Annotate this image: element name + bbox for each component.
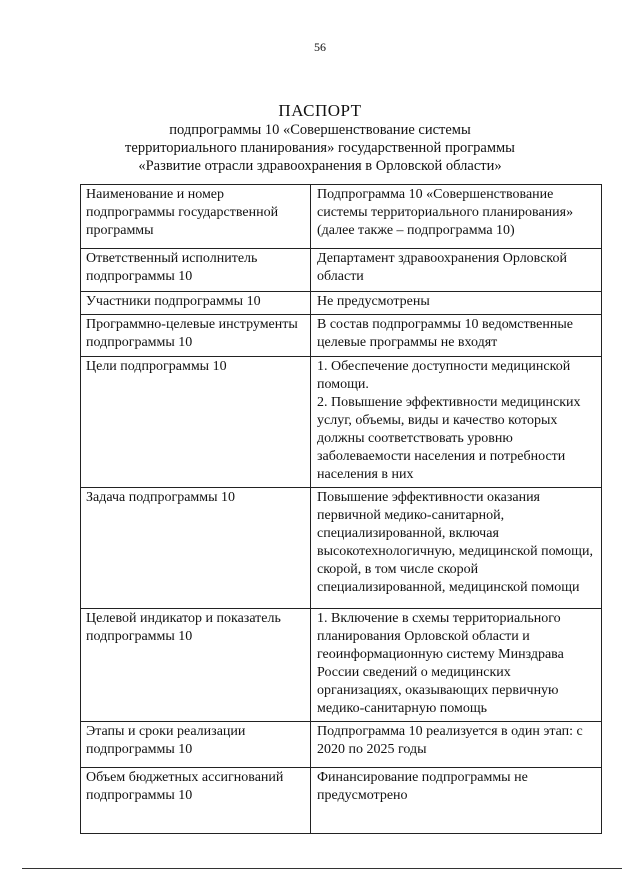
row-value: В состав подпрограммы 10 ведомственные целевые программы не входят [311, 315, 602, 357]
passport-table [80, 184, 602, 834]
row-label: Программно-целевые инструменты подпрограммы 10 [81, 315, 311, 357]
heading-line-3: «Развитие отрасли здравоохранения в Орловской области» [138, 158, 502, 174]
document-heading [0, 100, 640, 175]
row-value: Подпрограмма 10 «Совершенствование системы территориального планирования» (далее также – подпрограмма 10) [311, 185, 602, 249]
page-number: 56 [314, 40, 326, 54]
table-row [81, 185, 602, 249]
row-label: Наименование и номер подпрограммы государственной программы [81, 185, 311, 249]
row-label: Цели подпрограммы 10 [81, 357, 311, 488]
row-label: Участники подпрограммы 10 [81, 292, 311, 315]
goal-item-1: 1. Обеспечение доступности медицинской помощи. [317, 359, 571, 392]
row-value: 1. Включение в схемы территориального планирования Орловской области и геоинформационную систему Минздрава России сведений о медицинских организациях, оказывающих первичную медико-санитарную помощь [311, 609, 602, 722]
row-value: Подпрограмма 10 реализуется в один этап: с 2020 по 2025 годы [311, 722, 602, 768]
row-value: Не предусмотрены [311, 292, 602, 315]
goal-item-2: 2. Повышение эффективности медицинских услуг, объемы, виды и качество которых должны соответствовать уровню заболеваемости населения и потребности населения в них [317, 395, 581, 482]
row-value: Повышение эффективности оказания первичной медико-санитарной, специализированной, включая высокотехнологичную, медицинской помощи, скорой, в том числе скорой специализированной, медицинской помощи [311, 488, 602, 609]
row-label: Этапы и сроки реализации подпрограммы 10 [81, 722, 311, 768]
table-row [81, 249, 602, 292]
table-row [81, 315, 602, 357]
row-label: Объем бюджетных ассигнований подпрограммы 10 [81, 768, 311, 834]
table-row [81, 722, 602, 768]
table-row [81, 292, 602, 315]
row-label: Ответственный исполнитель подпрограммы 10 [81, 249, 311, 292]
heading-line-1: подпрограммы 10 «Совершенствование системы [169, 122, 471, 138]
row-value: Департамент здравоохранения Орловской области [311, 249, 602, 292]
table-row [81, 488, 602, 609]
table-row [81, 768, 602, 834]
page-bottom-divider [22, 868, 622, 869]
row-value [311, 357, 602, 488]
heading-title: ПАСПОРТ [278, 101, 362, 120]
row-label: Целевой индикатор и показатель подпрограммы 10 [81, 609, 311, 722]
heading-line-2: территориального планирования» государственной программы [125, 140, 515, 156]
row-value: Финансирование подпрограммы не предусмотрено [311, 768, 602, 834]
row-label: Задача подпрограммы 10 [81, 488, 311, 609]
table-row [81, 609, 602, 722]
table-row [81, 357, 602, 488]
